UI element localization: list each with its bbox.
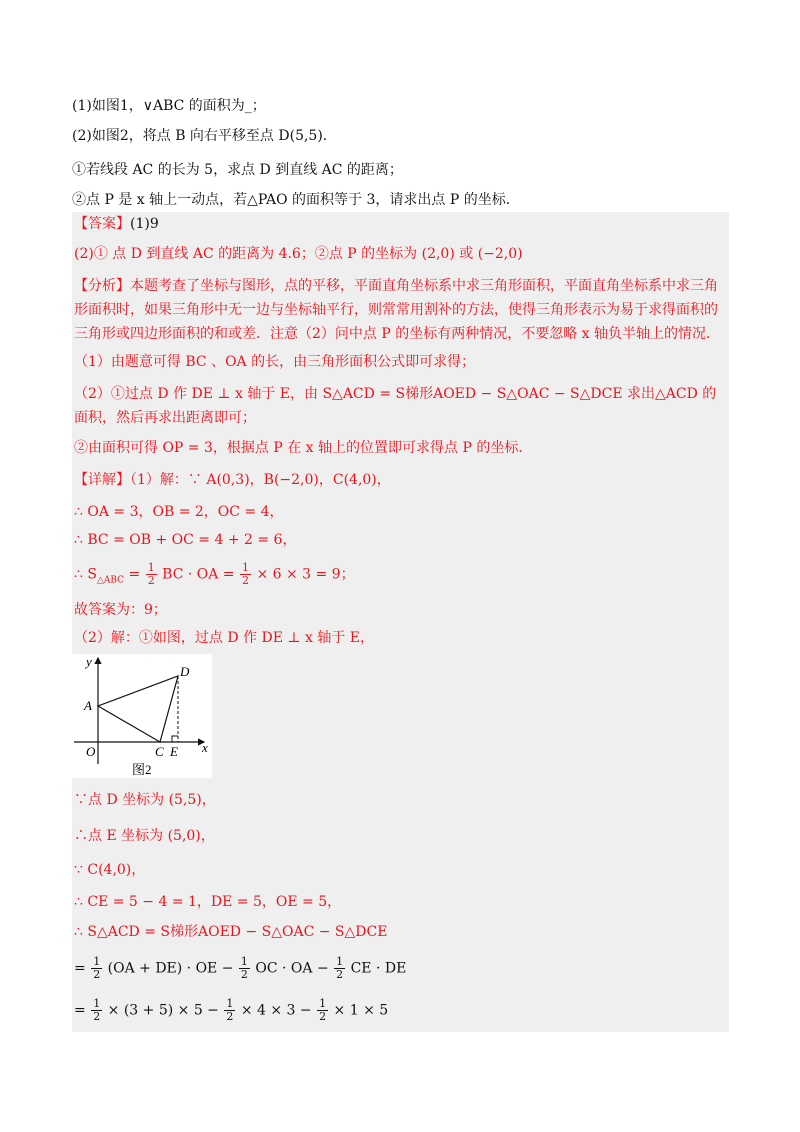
fraction-numerator: 1 <box>241 561 249 574</box>
label-y: y <box>86 654 92 669</box>
analysis-text: 【分析】本题考查了坐标与图形，点的平移，平面直角坐标系中求三角形面积，平面直角坐标系中求三角形面积时，如果三角形中无一边与坐标轴平行，则常常用割补的方法，使得三角形表示为易于求得面积的三角形或四边形面积的和或差．注意（2）问中点 P 的坐标有两种情况，不要忽略 x 轴负半轴上的情况． <box>74 278 721 342</box>
fraction-denominator: 2 <box>93 968 101 981</box>
label-a: A <box>84 698 92 713</box>
label-d: D <box>180 664 190 679</box>
formula-part: CE · DE <box>350 960 407 977</box>
formula-part: OC · OA − <box>255 960 329 977</box>
question-part-2-1: ①若线段 AC 的长为 5，求点 D 到直线 AC 的距离； <box>72 162 403 178</box>
detail-line-6: （2）解：①如图，过点 D 作 DE ⊥ x 轴于 E， <box>74 630 375 646</box>
label-o: O <box>86 744 96 759</box>
formula-part: (OA + DE) · OE − <box>107 960 234 977</box>
fraction-half <box>334 956 345 981</box>
formula-part: × 4 × 3 − <box>240 1002 312 1019</box>
fraction-half-1 <box>146 562 157 587</box>
answer-label-line <box>74 214 159 234</box>
question-part-2: (2)如图2，将点 B 向右平移至点 D(5,5)． <box>72 128 337 144</box>
formula-part: × (3 + 5) × 5 − <box>107 1002 219 1019</box>
fraction-numerator: 1 <box>93 955 101 968</box>
question-part-2-2: ②点 P 是 x 轴上一动点，若△PAO 的面积等于 3，请求出点 P 的坐标． <box>72 192 520 208</box>
formula-result: × 6 × 3 = 9； <box>256 566 355 583</box>
figure-2 <box>72 654 212 778</box>
question-part-1: (1)如图1，∨ABC 的面积为_； <box>72 98 266 114</box>
fraction-numerator: 1 <box>93 997 101 1010</box>
label-x: x <box>202 740 208 755</box>
analysis-step-3: ②由面积可得 OP = 3，根据点 P 在 x 轴上的位置即可求得点 P 的坐标． <box>74 440 533 456</box>
detail-line-8: ∴点 E 坐标为 (5,0)， <box>74 828 215 844</box>
fraction-numerator: 1 <box>319 997 327 1010</box>
equals-sign: = <box>124 566 145 583</box>
area-subscript: △ABC <box>96 575 125 586</box>
detail-line-10: ∴ CE = 5 − 4 = 1，DE = 5，OE = 5， <box>74 894 342 910</box>
detail-line-2: ∴ OA = 3，OB = 2，OC = 4， <box>74 504 284 520</box>
detail-line-11: ∴ S△ACD = S梯形AOED − S△OAC − S△DCE <box>74 924 388 940</box>
detail-line-4 <box>74 562 355 590</box>
analysis-step-1: （1）由题意可得 BC 、OA 的长，由三角形面积公式即可求得； <box>74 354 476 370</box>
label-c: C <box>155 744 164 759</box>
fraction-numerator: 1 <box>226 997 234 1010</box>
formula-part: × 1 × 5 <box>333 1002 389 1019</box>
answer-1: (1)9 <box>130 216 159 232</box>
detail-line-13 <box>74 998 388 1023</box>
equals-sign: = <box>74 960 86 977</box>
analysis-step-2: （2）①过点 D 作 DE ⊥ x 轴于 E，由 S△ACD = S梯形AOED − S△OAC − S△DCE 求出△ACD 的面积，然后再求出距离即可； <box>74 386 717 426</box>
fraction-numerator: 1 <box>336 955 344 968</box>
detail-line-5: 故答案为：9； <box>74 602 167 618</box>
fraction-denominator: 2 <box>336 968 344 981</box>
fraction-half-2 <box>240 562 251 587</box>
detail-line-12 <box>74 956 406 981</box>
fraction-denominator: 2 <box>147 574 155 587</box>
fraction-half <box>91 956 102 981</box>
fraction-half <box>317 998 328 1023</box>
fraction-denominator: 2 <box>240 968 248 981</box>
fraction-half <box>91 998 102 1023</box>
fraction-numerator: 1 <box>240 955 248 968</box>
formula-part: BC · OA = <box>162 566 239 583</box>
fraction-denominator: 2 <box>241 574 249 587</box>
detail-line-3: ∴ BC = OB + OC = 4 + 2 = 6， <box>74 532 297 548</box>
fraction-numerator: 1 <box>147 561 155 574</box>
label-e: E <box>170 744 178 759</box>
fraction-denominator: 2 <box>226 1010 234 1023</box>
fraction-half <box>239 956 250 981</box>
coordinate-diagram <box>72 654 212 778</box>
fraction-half <box>224 998 235 1023</box>
answer-2: (2)① 点 D 到直线 AC 的距离为 4.6；②点 P 的坐标为 (2,0) 或 (−2,0) <box>74 246 523 262</box>
detail-line-9: ∵ C(4,0)， <box>74 862 146 878</box>
detail-line-1: 【详解】（1）解：∵ A(0,3)，B(−2,0)，C(4,0)， <box>74 472 391 488</box>
fraction-denominator: 2 <box>93 1010 101 1023</box>
equals-sign: = <box>74 1002 86 1019</box>
right-angle-mark <box>172 736 178 742</box>
fraction-denominator: 2 <box>319 1010 327 1023</box>
figure-caption: 图2 <box>132 762 152 777</box>
answer-label: 【答案】 <box>74 216 130 232</box>
triangle-acd <box>98 676 178 742</box>
detail-line-7: ∵点 D 坐标为 (5,5)， <box>74 792 216 808</box>
area-symbol: ∴ S <box>74 566 97 583</box>
